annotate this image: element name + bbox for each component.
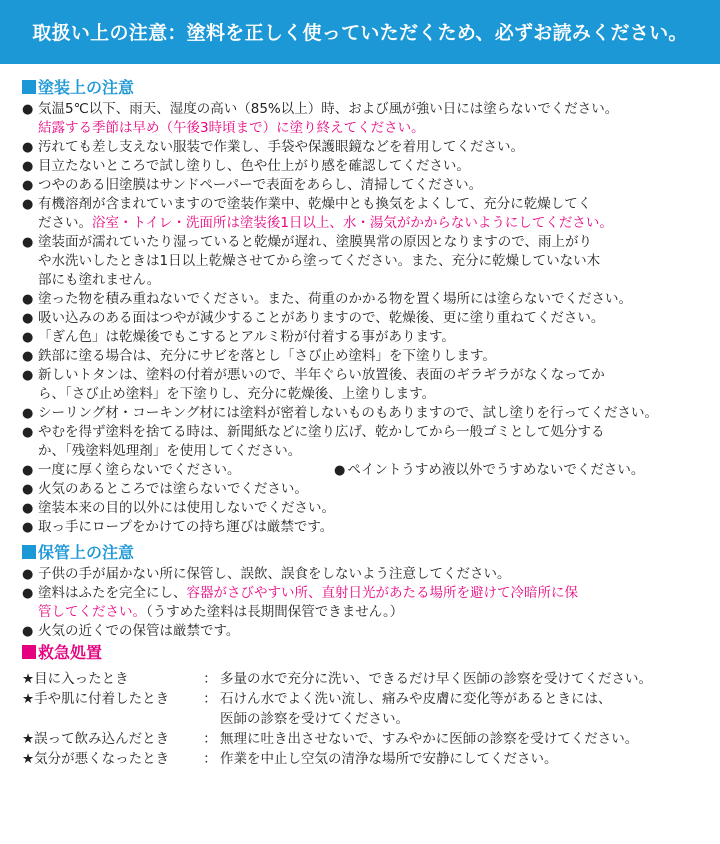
list-item: ● やむを得ず塗料を捨てる時は、新聞紙などに塗り広げ、乾かしてから一般ゴミとして処分する か、「残塗料処理剤」を使用してください。 [22, 424, 605, 459]
bullet-icon: ● [22, 140, 34, 155]
bullet-icon: ● [22, 368, 34, 383]
first-aid-row: ★気分が悪くなったとき ： 作業を中止し空気の清浄な場所で安静にしてください。 [22, 751, 558, 767]
list-item: ● 塗った物を積み重ねないでください。また、荷重のかかる物を置く場所には塗らないでください。 [22, 291, 632, 307]
list-item: ● 汚れても差し支えない服装で作業し、手袋や保護眼鏡などを着用してください。 [22, 139, 524, 155]
list-item: ● 塗装本来の目的以外には使用しないでください。 [22, 500, 335, 516]
star-icon: ★ [22, 691, 35, 707]
bullet-icon: ● [22, 292, 34, 307]
list-item: ● 吸い込みのある面はつやが減少することがありますので、乾燥後、更に塗り重ねてください。 [22, 310, 605, 326]
bullet-icon: ● [22, 520, 34, 535]
list-item: ● 「ぎん色」は乾燥後でもこするとアルミ粉が付着する事があります。 [22, 329, 455, 345]
bullet-icon: ● [22, 567, 34, 582]
list-item: ● シーリング材・コーキング材には塗料が密着しないものもありますので、試し塗りを行ってください。 [22, 405, 659, 421]
bullet-icon: ● [22, 463, 34, 478]
list-item: ● 火気の近くでの保管は厳禁です。 [22, 623, 240, 639]
list-item: ● つやのある旧塗膜はサンドペーパーで表面をあらし、清掃してください。 [22, 177, 483, 193]
list-item: ● 火気のあるところでは塗らないでください。 [22, 481, 308, 497]
star-icon: ★ [22, 671, 35, 687]
banner-title: 取扱い上の注意：塗料を正しく使っていただくため、必ずお読みください。 [32, 22, 688, 44]
bullet-icon: ● [22, 406, 34, 421]
bullet-icon: ● [22, 330, 34, 345]
bullet-icon: ● [22, 586, 34, 601]
square-marker-icon [22, 80, 36, 94]
bullet-icon: ● [334, 463, 346, 478]
list-item: ● 塗装面が濡れていたり湿っていると乾燥が遅れ、塗膜異常の原因となりますので、雨上がり や水洗いしたときは1日以上乾燥させてから塗ってください。また、充分に乾燥していない木 部にも塗れません。 [22, 234, 601, 288]
header-banner [0, 0, 720, 64]
section-heading-first-aid: 救急処置 [22, 641, 712, 665]
first-aid-continuation: 医師の診察を受けてください。 [220, 711, 409, 727]
bullet-icon: ● [22, 197, 34, 212]
square-marker-icon [22, 545, 36, 559]
bullet-icon: ● [22, 159, 34, 174]
list-item: ● 子供の手が届かない所に保管し、誤飲、誤食をしないよう注意してください。 [22, 566, 511, 582]
star-icon: ★ [22, 751, 35, 767]
bullet-icon: ● [22, 501, 34, 516]
list-item: ● 目立たないところで試し塗りし、色や仕上がり感を確認してください。 [22, 158, 470, 174]
list-item: ● 取っ手にロープをかけての持ち運びは厳禁です。 [22, 519, 334, 535]
section-heading-painting: 塗装上の注意 [22, 76, 712, 100]
first-aid-row: ★手や肌に付着したとき ： 石けん水でよく洗い流し、痛みや皮膚に変化等があるときには、 [22, 691, 612, 707]
list-item: ● 新しいトタンは、塗料の付着が悪いので、半年ぐらい放置後、表面のギラギラがなくなってか ら、「さび止め塗料」を下塗りし、充分に乾燥後、上塗りします。 [22, 367, 605, 402]
inline-note: ● ペイントうすめ液以外でうすめないでください。 [334, 462, 645, 478]
notice-content [22, 76, 712, 769]
bullet-icon: ● [22, 102, 34, 117]
first-aid-row: ★目に入ったとき ： 多量の水で充分に洗い、できるだけ早く医師の診察を受けてください。 [22, 671, 652, 687]
bullet-icon: ● [22, 624, 34, 639]
list-item: ● 一度に厚く塗らないでください。 ● ペイントうすめ液以外でうすめないでください。 [22, 462, 645, 478]
bullet-icon: ● [22, 311, 34, 326]
bullet-icon: ● [22, 482, 34, 497]
bullet-icon: ● [22, 349, 34, 364]
list-item: ● 塗料はふたを完全にし、容器がさびやすい所、直射日光があたる場所を避けて冷暗所に保 管してください。（うすめた塗料は長期間保管できません。） [22, 585, 578, 620]
bullet-icon: ● [22, 235, 34, 250]
section-heading-storage: 保管上の注意 [22, 541, 712, 565]
bullet-icon: ● [22, 425, 34, 440]
list-item: ● 有機溶剤が含まれていますので塗装作業中、乾燥中とも換気をよくして、充分に乾燥してく ださい。浴室・トイレ・洗面所は塗装後1日以上、水・湯気がかからないようにしてください。 [22, 196, 613, 231]
list-item: ● 気温5℃以下、雨天、湿度の高い（85%以上）時、および風が強い日には塗らないでください。 結露する季節は早め（午後3時頃まで）に塗り終えてください。 [22, 101, 619, 136]
bullet-icon: ● [22, 178, 34, 193]
first-aid-row: ★誤って飲み込んだとき ： 無理に吐き出させないで、すみやかに医師の診察を受けてください。 [22, 731, 639, 747]
list-item: ● 鉄部に塗る場合は、充分にサビを落とし「さび止め塗料」を下塗りします。 [22, 348, 496, 364]
square-marker-icon [22, 645, 36, 659]
first-aid-list [22, 669, 712, 769]
star-icon: ★ [22, 731, 35, 747]
